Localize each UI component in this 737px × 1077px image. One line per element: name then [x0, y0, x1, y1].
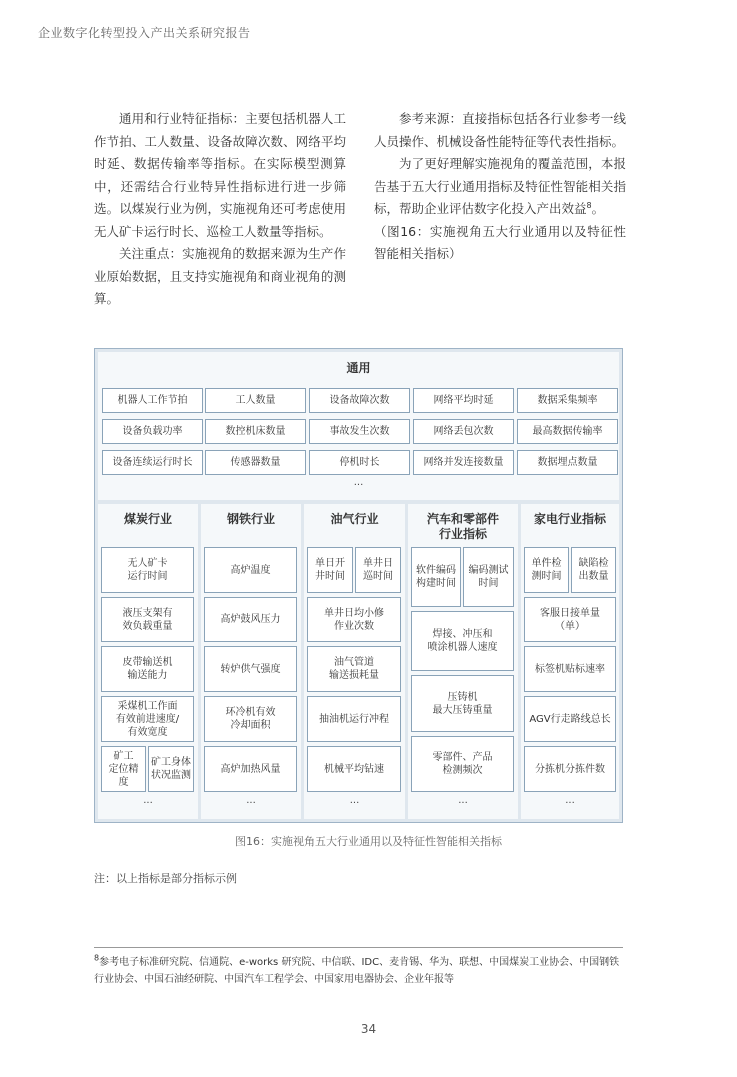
general-indicator: 设备负载功率 [102, 419, 203, 444]
coverage-end: 。 [591, 201, 605, 216]
general-indicator: 网络并发连接数量 [413, 450, 514, 475]
paragraph-general-indicators: 通用和行业特征指标：主要包括机器人工作节拍、工人数量、设备故障次数、网络平均时延、数据传输率等指标。在实际模型测算中，还需结合行业特异性指标进行进一步筛选。以煤炭行业为例，实施视角还可考虑使用无人矿卡运行时长、巡检工人数量等指标。 [94, 111, 346, 239]
oil-indicator: 单井日 巡时间 [355, 547, 401, 593]
coal-ellipsis: ... [143, 795, 153, 806]
footnote-divider [94, 947, 623, 948]
running-header: 企业数字化转型投入产出关系研究报告 [38, 26, 251, 40]
footnote-marker: 8 [94, 953, 100, 963]
oil-title: 油气行业 [330, 512, 379, 526]
paragraph-coverage [374, 153, 626, 221]
coal-indicator: 矿工身体 状况监测 [148, 746, 194, 792]
auto-title: 汽车和零部件 行业指标 [426, 512, 499, 541]
appliance-indicator: AGV行走路线总长 [524, 696, 616, 742]
steel-indicator: 转炉供气强度 [204, 646, 297, 692]
figure-indicator-diagram [94, 348, 623, 823]
oil-indicator: 油气管道 输送损耗量 [307, 646, 401, 692]
general-indicator: 停机时长 [309, 450, 410, 475]
auto-indicator: 软件编码 构建时间 [411, 547, 461, 607]
paragraph-focus: 关注重点：实施视角的数据来源为生产作业原始数据，且支持实施视角和商业视角的测算。 [94, 246, 346, 306]
appliance-indicator: 标签机贴标速率 [524, 646, 616, 692]
general-indicator: 机器人工作节拍 [102, 388, 203, 413]
auto-indicator: 压铸机 最大压铸重量 [411, 675, 514, 732]
general-indicator: 最高数据传输率 [517, 419, 618, 444]
steel-ellipsis: ... [246, 795, 256, 806]
coal-indicator: 皮带输送机 输送能力 [101, 646, 194, 692]
general-indicator: 工人数量 [205, 388, 306, 413]
auto-indicator: 编码测试 时间 [463, 547, 514, 607]
steel-indicator: 高炉加热风量 [204, 746, 297, 792]
coal-indicator: 无人矿卡 运行时间 [101, 547, 194, 593]
oil-ellipsis: ... [349, 795, 360, 806]
general-indicator: 数控机床数量 [205, 419, 306, 444]
left-column [94, 108, 346, 311]
steel-indicator: 高炉鼓风压力 [204, 597, 297, 642]
coal-indicator: 矿工 定位精度 [101, 746, 146, 792]
auto-ellipsis: ... [458, 795, 468, 806]
right-column [374, 108, 626, 266]
appliance-title: 家电行业指标 [533, 512, 606, 526]
footnote-ref: 8 [586, 200, 592, 210]
general-indicator: 事故发生次数 [309, 419, 410, 444]
oil-indicator: 机械平均钻速 [307, 746, 401, 792]
paragraph-figure-ref: （图16：实施视角五大行业通用以及特征性智能相关指标） [374, 223, 626, 261]
coal-title: 煤炭行业 [123, 512, 172, 526]
appliance-indicator: 缺陷检 出数量 [571, 547, 616, 593]
paragraph-reference-source: 参考来源：直接指标包括各行业参考一线人员操作、机械设备性能特征等代表性指标。 [374, 111, 626, 149]
coverage-text: 为了更好理解实施视角的覆盖范围，本报告基于五大行业通用指标及特征性智能相关指标，帮助企业评估数字化投入产出效益 [374, 156, 626, 216]
appliance-indicator: 分拣机分拣件数 [524, 746, 616, 792]
steel-title: 钢铁行业 [226, 512, 275, 526]
general-indicator: 传感器数量 [205, 450, 306, 475]
appliance-ellipsis: ... [565, 795, 575, 806]
appliance-indicator: 客服日接单量 （单） [524, 597, 616, 642]
coal-indicator: 采煤机工作面 有效前进速度/ 有效宽度 [101, 696, 194, 742]
general-indicator: 数据埋点数量 [517, 450, 618, 475]
auto-indicator: 焊接、冲压和 喷涂机器人速度 [411, 611, 514, 671]
footnote-text: 参考电子标准研究院、信通院、e-works 研究院、中信联、IDC、麦肯锡、华为、联想、中国煤炭工业协会、中国钢铁行业协会、中国石油经研院、中国汽车工程学会、中国家用电器协会、企业年报等 [94, 957, 620, 985]
steel-indicator: 高炉温度 [204, 547, 297, 593]
general-indicator: 数据采集频率 [517, 388, 618, 413]
oil-indicator: 单日开 井时间 [307, 547, 353, 593]
general-ellipsis: ... [353, 477, 364, 488]
figure-caption: 图16：实施视角五大行业通用以及特征性智能相关指标 [235, 835, 502, 848]
general-indicator: 设备故障次数 [309, 388, 410, 413]
general-indicator: 设备连续运行时长 [102, 450, 203, 475]
steel-indicator: 环冷机有效 冷却面积 [204, 696, 297, 742]
auto-indicator: 零部件、产品 检测频次 [411, 736, 514, 792]
coal-indicator: 液压支架有 效负载重量 [101, 597, 194, 642]
general-indicator: 网络丢包次数 [413, 419, 514, 444]
general-title: 通用 [346, 361, 371, 375]
footnote [94, 954, 626, 988]
general-indicator: 网络平均时延 [413, 388, 514, 413]
note: 注：以上指标是部分指标示例 [94, 872, 237, 885]
oil-indicator: 单井日均小修 作业次数 [307, 597, 401, 642]
page-number: 34 [360, 1022, 377, 1036]
oil-indicator: 抽油机运行冲程 [307, 696, 401, 742]
appliance-indicator: 单件检 测时间 [524, 547, 569, 593]
